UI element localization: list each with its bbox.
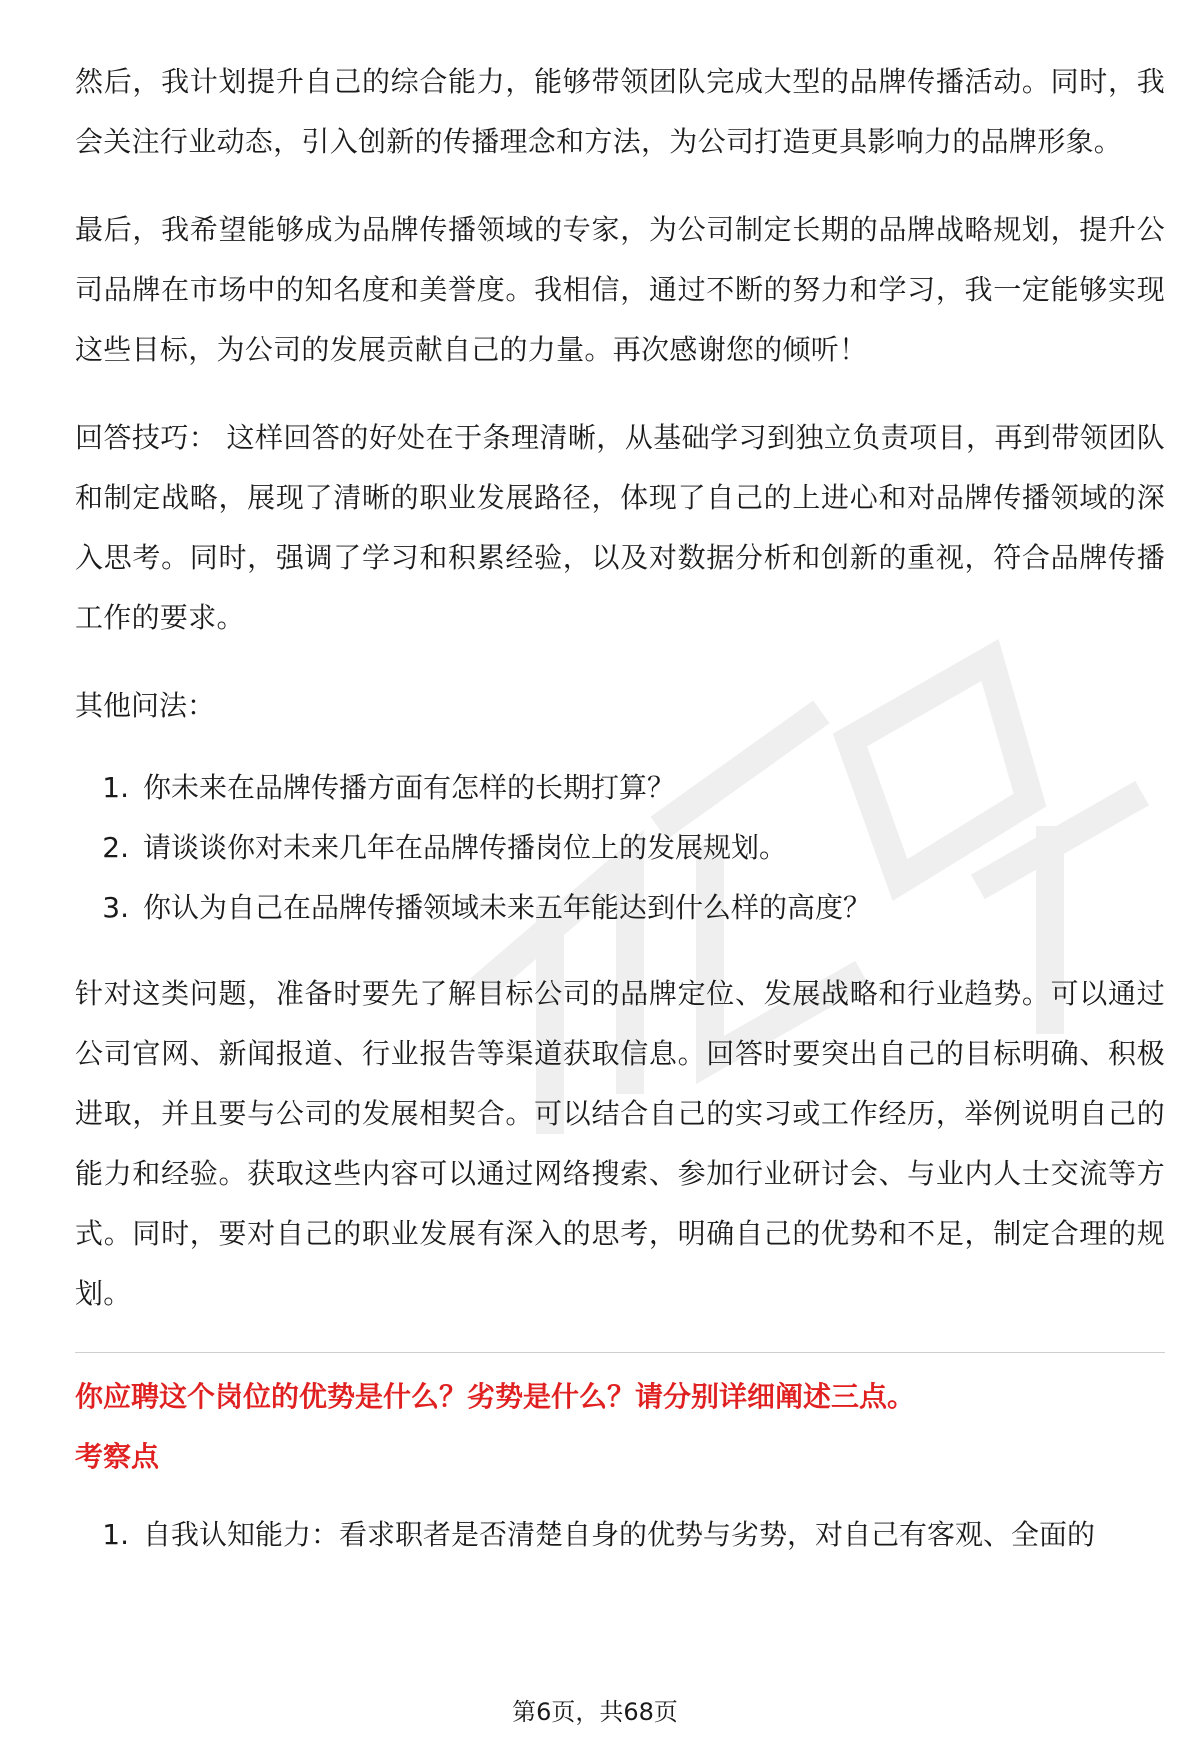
answer-tips-paragraph: 回答技巧： 这样回答的好处在于条理清晰，从基础学习到独立负责项目，再到带领团队和制定战略，展现了清晰的职业发展路径，体现了自己的上进心和对品牌传播领域的深入思考。同时，强调了学习和积累经验，以及对数据分析和创新的重视，符合品牌传播工作的要求。 — [75, 421, 1165, 634]
list-item — [75, 1505, 1165, 1565]
advice-paragraph: 针对这类问题，准备时要先了解目标公司的品牌定位、发展战略和行业趋势。可以通过公司官网、新闻报道、行业报告等渠道获取信息。回答时要突出自己的目标明确、积极进取，并且要与公司的发展相契合。可以结合自己的实习或工作经历，举例说明自己的能力和经验。获取这些内容可以通过网络搜索、参加行业研讨会、与业内人士交流等方式。同时，要对自己的职业发展有深入的思考，明确自己的优势和不足，制定合理的规划。 — [75, 977, 1165, 1310]
exam-points-list — [75, 1505, 1165, 1565]
list-number: 1. — [102, 1518, 129, 1551]
list-item-text: 请谈谈你对未来几年在品牌传播岗位上的发展规划。 — [143, 831, 788, 864]
list-number: 2. — [102, 831, 129, 864]
list-item — [75, 878, 1165, 938]
list-item-text: 自我认知能力：看求职者是否清楚自身的优势与劣势，对自己有客观、全面的 — [143, 1518, 1096, 1551]
page-footer: 第6页，共68页 — [512, 1698, 678, 1726]
list-item-text: 你认为自己在品牌传播领域未来五年能达到什么样的高度？ — [143, 891, 872, 924]
question-heading: 你应聘这个岗位的优势是什么？劣势是什么？请分别详细阐述三点。 — [75, 1380, 916, 1413]
section-divider — [75, 1352, 1165, 1353]
list-number: 3. — [102, 891, 129, 924]
paragraph: 然后，我计划提升自己的综合能力，能够带领团队完成大型的品牌传播活动。同时，我会关注行业动态，引入创新的传播理念和方法，为公司打造更具影响力的品牌形象。 — [75, 65, 1165, 158]
paragraph: 最后，我希望能够成为品牌传播领域的专家，为公司制定长期的品牌战略规划，提升公司品牌在市场中的知名度和美誉度。我相信，通过不断的努力和学习，我一定能够实现这些目标，为公司的发展贡献自己的力量。再次感谢您的倾听！ — [75, 213, 1165, 366]
list-item-text: 你未来在品牌传播方面有怎样的长期打算？ — [143, 771, 676, 804]
list-item — [75, 818, 1165, 878]
other-questions-label: 其他问法： — [75, 689, 216, 722]
main-content — [75, 52, 1165, 1591]
list-item — [75, 758, 1165, 818]
exam-points-heading: 考察点 — [75, 1440, 160, 1473]
other-questions-list — [75, 758, 1165, 938]
list-number: 1. — [102, 771, 129, 804]
